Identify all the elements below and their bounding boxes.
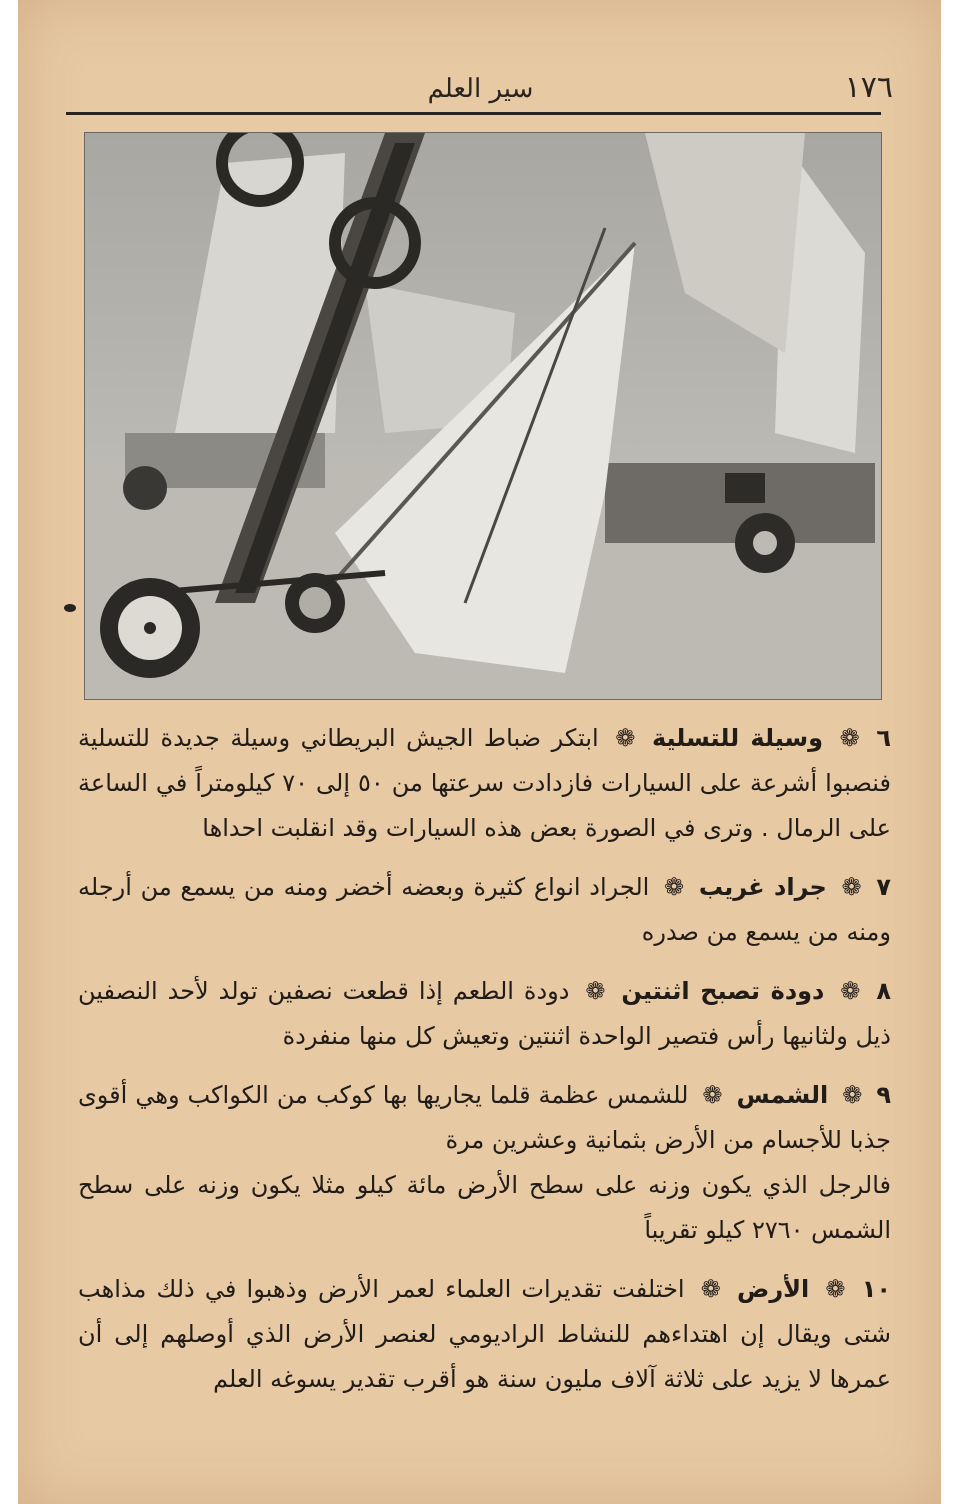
item-extra: فالرجل الذي يكون وزنه على سطح الأرض مائة كيلو مثلا يكون وزنه على سطح الشمس ٢٧٦٠ كيلو تقريباً bbox=[78, 1171, 891, 1244]
item-title: دودة تصبح اثنتين bbox=[621, 977, 825, 1005]
item-6 bbox=[78, 716, 891, 851]
item-body: اختلفت تقديرات العلماء لعمر الأرض وذهبوا في ذلك مذاهب شتى ويقال إن اهتداءهم للنشاط الراديومي لعنصر الأرض الذي أوصلهم إلى أن عمرها لا يزيد على ثلاثة آلاف مليون سنة هو أقرب تقدير يسوغه العلم bbox=[78, 1275, 891, 1393]
ink-smudge bbox=[64, 604, 76, 612]
item-title: الشمس bbox=[736, 1081, 829, 1109]
item-title: الأرض bbox=[737, 1275, 810, 1303]
ornament-icon: ❁ bbox=[664, 873, 685, 901]
item-body: للشمس عظمة قلما يجاريها بها كوكب من الكواكب وهي أقوى جذبا للأجسام من الأرض بثمانية وعشرين مرة bbox=[78, 1081, 891, 1154]
ornament-icon: ❁ bbox=[842, 1081, 863, 1109]
item-number: ٩ bbox=[876, 1081, 891, 1109]
ornament-icon: ❁ bbox=[839, 724, 860, 752]
header-rule bbox=[66, 112, 881, 115]
ornament-icon: ❁ bbox=[825, 1275, 846, 1303]
item-body: الجراد انواع كثيرة وبعضه أخضر ومنه من يسمع من أرجله ومنه من يسمع من صدره bbox=[78, 873, 891, 946]
ornament-icon: ❁ bbox=[702, 1081, 723, 1109]
item-9 bbox=[78, 1073, 891, 1253]
book-page bbox=[18, 0, 941, 1504]
item-number: ٧ bbox=[876, 873, 891, 901]
item-title: وسيلة للتسلية bbox=[651, 724, 824, 752]
ornament-icon: ❁ bbox=[615, 724, 636, 752]
ornament-icon: ❁ bbox=[700, 1275, 721, 1303]
item-10 bbox=[78, 1267, 891, 1402]
item-number: ٦ bbox=[876, 724, 891, 752]
page-header bbox=[68, 62, 893, 114]
item-number: ٨ bbox=[876, 977, 891, 1005]
item-body: ابتكر ضباط الجيش البريطاني وسيلة جديدة للتسلية فنصبوا أشرعة على السيارات فازدادت سرعتها من ٥٠ إلى ٧٠ كيلومتراً في الساعة على الرمال . وترى في الصورة بعض هذه السيارات وقد انقلبت احداها bbox=[78, 724, 892, 842]
ornament-icon: ❁ bbox=[840, 977, 861, 1005]
ornament-icon: ❁ bbox=[841, 873, 862, 901]
item-body: دودة الطعم إذا قطعت نصفين تولد لأحد النصفين ذيل ولثانيها رأس فتصير الواحدة اثنتين وتعيش كل منها منفردة bbox=[78, 977, 891, 1050]
item-8 bbox=[78, 969, 891, 1059]
item-7 bbox=[78, 865, 891, 955]
page-number: ١٧٦ bbox=[844, 70, 893, 105]
item-title: جراد غريب bbox=[698, 873, 827, 901]
running-title: سير العلم bbox=[427, 74, 534, 104]
ornament-icon: ❁ bbox=[585, 977, 606, 1005]
sail-car-photo bbox=[84, 132, 882, 700]
item-number: ١٠ bbox=[861, 1275, 891, 1303]
article-text bbox=[78, 716, 891, 1416]
